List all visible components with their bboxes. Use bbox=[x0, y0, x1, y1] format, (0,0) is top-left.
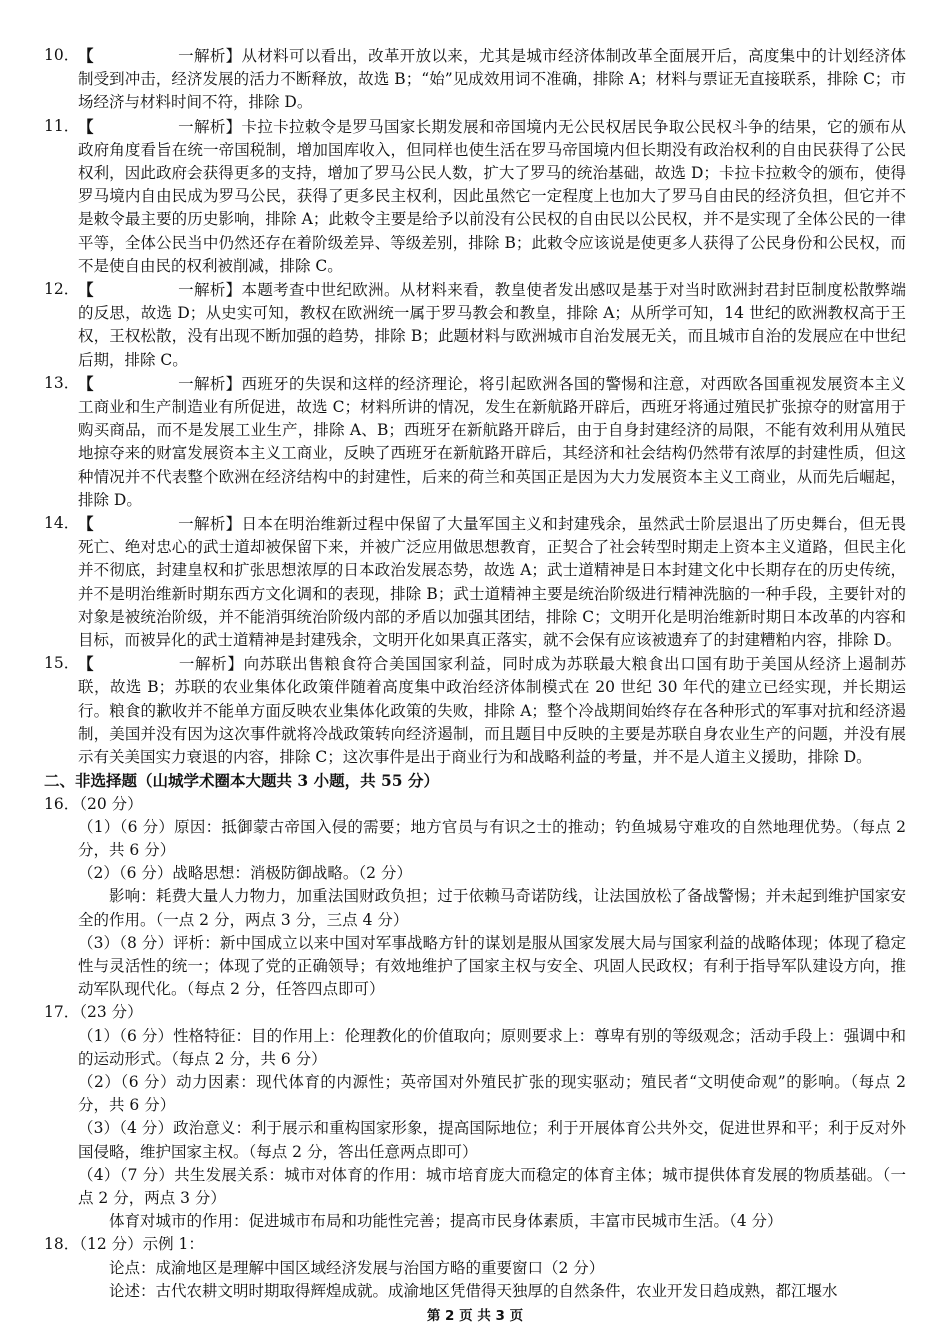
question-17-head: 17．（23 分） bbox=[44, 1003, 143, 1022]
question-number: 12． bbox=[44, 280, 80, 299]
analysis-label: 一解析】 bbox=[177, 117, 242, 136]
analysis-text: 西班牙的失误和这样的经济理论，将引起欧洲各国的警惕和注意，对西欧各国重视发展资本主义工商业和生产制造业有所促进，故选 C；材料所讲的情况，发生在新航路开辟后，西班牙将通过殖民扩张掠夺的财富用于购买商品，而不是发展工业生产，排除 A、B；西班牙在新航路开辟后，由于自身封建经济的局限，不能有效利用从殖民地掠夺来的财富发展资本主义工商业，反映了西班牙在新航路开辟后，其经济和社会结构仍然带有浓厚的封建性质，但这种情况并不代表整个欧洲在经济结构中的封建性，后来的荷兰和英国正是因为大力发展资本主义工商业，从而先后崛起，排除 D。 bbox=[78, 374, 906, 509]
question-number: 11． bbox=[44, 116, 80, 135]
bracket-open: 【 bbox=[78, 514, 94, 534]
mc-item bbox=[44, 512, 906, 652]
bracket-open: 【 bbox=[78, 116, 94, 136]
analysis-label: 一解析】 bbox=[177, 374, 242, 393]
question-number: 10． bbox=[44, 46, 80, 64]
question-16 bbox=[44, 793, 906, 1002]
section-title: 二、非选择题（山城学术圈本大题共 3 小题，共 55 分） bbox=[44, 771, 439, 791]
q16-part3: （3）（8 分）评析：新中国成立以来中国对军事战略方针的谋划是服从国家发展大局与国家利益的战略体现；体现了稳定性与灵活性的统一；体现了党的正确领导；有效地维护了国家主权与安全、巩固人民政权；有利于指导军队建设方向，推动军队现代化。（每点 2 分，任答四点即可） bbox=[78, 933, 906, 999]
bracket-open: 【 bbox=[78, 280, 94, 300]
analysis-text: 卡拉卡拉敕令是罗马国家长期发展和帝国境内无公民权居民争取公民权斗争的结果，它的颁布从政府角度看旨在统一帝国税制，增加国库收入，但同样也使生活在罗马帝国境内但长期没有政治权利的自由民获得了公民权利，因此政府会获得更多的支持，增加了罗马公民人数，扩大了罗马的统治基础，故选 D；卡拉卡拉敕令的颁布，使得罗马境内自由民成为罗马公民，获得了更多民主权利，因此虽然它一定程度上也加大了罗马自由民的经济负担，但它并不是敕令最主要的历史影响，排除 A；此敕令主要是给予以前没有公民权的自由民以公民权，并不是实现了全体公民的一律平等，全体公民当中仍然还存在着阶级差异、等级差别，排除 B；此敕令应该说是使更多人获得了公民身份和公民权，而不是使自由民的权利被削减，排除 C。 bbox=[78, 117, 906, 275]
mc-list bbox=[44, 44, 906, 769]
mc-item bbox=[44, 115, 906, 278]
analysis-text: 向苏联出售粮食符合美国国家利益，同时成为苏联最大粮食出口国有助于美国从经济上遏制苏联，故选 B；苏联的农业集体化政策伴随着高度集中政治经济体制模式在 20 世纪 30 年代的建立已经实现，并长期运行。粮食的歉收并不能单方面反映农业集体化政策的失败，排除 A；整个冷战期间始终存在各种形式的军事对抗和经济遏制，美国并没有因为这次事件就将冷战政策转向经济遏制，而且题目中反映的主要是苏联自身农业生产的问题，并没有展示有关美国实力衰退的内容，排除 C；这次事件是出于商业行为和战略利益的考量，并不是人道主义援助，排除 D。 bbox=[78, 655, 906, 767]
question-number: 14． bbox=[44, 514, 80, 533]
q16-part1: （1）（6 分）原因：抵御蒙古帝国入侵的需要；地方官员与有识之士的推动；钓鱼城易守难攻的自然地理优势。（每点 2 分，共 6 分） bbox=[78, 817, 906, 859]
question-17 bbox=[44, 1001, 906, 1233]
analysis-label: 一解析】 bbox=[177, 47, 242, 65]
analysis-text: 从材料可以看出，改革开放以来，尤其是城市经济体制改革全面展开后，高度集中的计划经济体制受到冲击，经济发展的活力不断释放，故选 B；“始”见成效用词不准确，排除 A；材料与票证无直接联系，排除 C；市场经济与材料时间不符，排除 D。 bbox=[78, 47, 906, 112]
question-18 bbox=[44, 1233, 906, 1303]
q17-part4: （4）（7 分）共生发展关系：城市对体育的作用：城市培育庞大而稳定的体育主体；城市提供体育发展的物质基础。（一点 2 分，两点 3 分） bbox=[78, 1165, 906, 1207]
q18-thesis: 论点：成渝地区是理解中国区域经济发展与治国方略的重要窗口（2 分） bbox=[109, 1258, 605, 1277]
analysis-text: 日本在明治维新过程中保留了大量军国主义和封建残余，虽然武士阶层退出了历史舞台，但无畏死亡、绝对忠心的武士道却被保留下来，并被广泛应用做思想教育，正契合了社会转型时期走上资本主义道路，但民主化并不彻底，封建皇权和扩张思想浓厚的日本政治发展态势，故选 A；武士道精神是日本封建文化中长期存在的历史传统，并不是明治维新时期东西方文化调和的表现，排除 B；武士道精神主要是统治阶级进行精神洗脑的一种手段，主要针对的对象是被统治阶级，并不能消弭统治阶级内部的矛盾以加强其团结，排除 C；文明开化是明治维新时期日本改革的内容和目标，而被异化的武士道精神是封建残余，文明开化如果真正落实，就不会保有应该被遗弃了的封建糟粕内容，排除 D。 bbox=[78, 515, 906, 650]
q16-part2: （2）（6 分）战略思想：消极防御战略。（2 分） bbox=[78, 864, 412, 883]
question-18-head: 18．（12 分）示例 1： bbox=[44, 1235, 204, 1254]
analysis-label: 一解析】 bbox=[177, 515, 242, 534]
bracket-open: 【 bbox=[78, 373, 94, 393]
mc-item bbox=[44, 652, 906, 769]
question-16-head: 16．（20 分） bbox=[44, 794, 143, 813]
q18-argument: 论述：古代农耕文明时期取得辉煌成就。成渝地区凭借得天独厚的自然条件，农业开发日趋成熟，都江堰水 bbox=[109, 1281, 838, 1300]
bracket-open: 【 bbox=[78, 654, 95, 674]
question-number: 15． bbox=[44, 654, 80, 673]
analysis-text: 本题考查中世纪欧洲。从材料来看，教皇使者发出感叹是基于对当时欧洲封君封臣制度松散弊端的反思，故选 D；从史实可知，教权在欧洲统一属于罗马教会和教皇，排除 A；从所学可知，14 世纪的欧洲教权高于王权，王权松散，没有出现不断加强的趋势，排除 B；此题材料与欧洲城市自治发展无关，而且城市自治的发展应在中世纪后期，排除 C。 bbox=[78, 281, 906, 369]
mc-item bbox=[44, 372, 906, 512]
analysis-label: 一解析】 bbox=[178, 655, 244, 674]
q16-part2-effect: 影响：耗费大量人力物力，加重法国财政负担；过于依赖马奇诺防线，让法国放松了备战警惕；并未起到维护国家安全的作用。（一点 2 分，两点 3 分，三点 4 分） bbox=[78, 887, 906, 929]
bracket-open: 【 bbox=[78, 46, 94, 65]
page-footer: 第 2 页 共 3 页 bbox=[426, 1308, 524, 1324]
mc-item bbox=[44, 278, 906, 372]
q17-part2: （2）（6 分）动力因素：现代体育的内源性；英帝国对外殖民扩张的现实驱动；殖民者“文明使命观”的影响。（每点 2 分，共 6 分） bbox=[78, 1072, 906, 1115]
question-number: 13． bbox=[44, 373, 80, 392]
q17-part3: （3）（4 分）政治意义：利于展示和重构国家形象，提高国际地位；利于开展体育公共外交，促进世界和平；利于反对外国侵略，维护国家主权。（每点 2 分，答出任意两点即可） bbox=[78, 1119, 906, 1161]
analysis-label: 一解析】 bbox=[177, 281, 242, 300]
q17-part4-effect: 体育对城市的作用：促进城市布局和功能性完善；提高市民身体素质，丰富市民城市生活。（4 分） bbox=[109, 1212, 783, 1231]
mc-item bbox=[44, 44, 906, 115]
q17-part1: （1）（6 分）性格特征：目的作用上：伦理教化的价值取向；原则要求上：尊卑有别的等级观念；活动手段上：强调中和的运动形式。（每点 2 分，共 6 分） bbox=[78, 1026, 906, 1068]
